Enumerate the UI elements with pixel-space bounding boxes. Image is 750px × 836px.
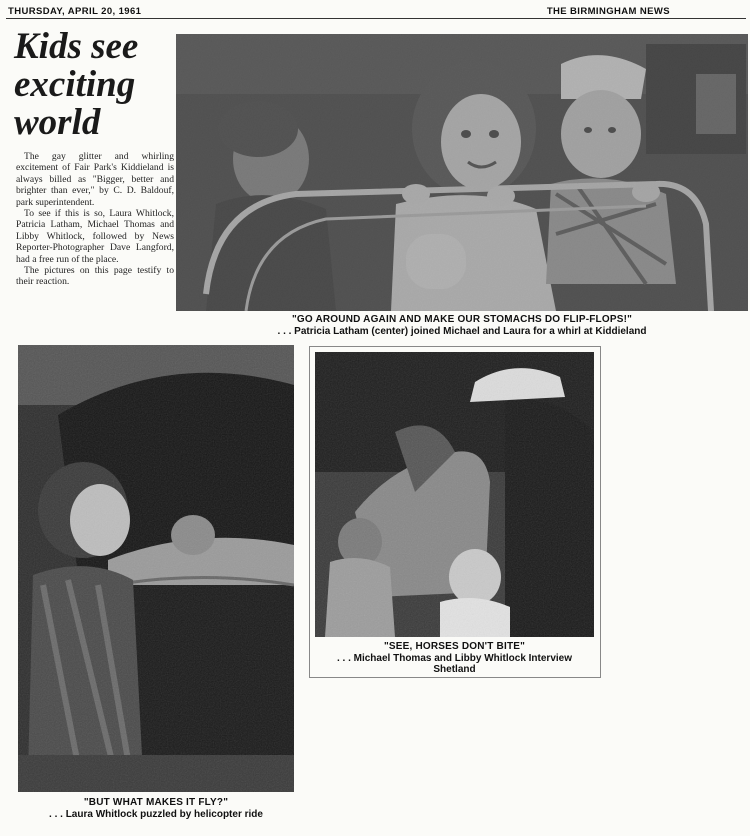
story-paragraph-2: To see if this is so, Laura Whitlock, Patricia Latham, Michael Thomas and Libby Whitlock, followed by News Reporter-Photographer Dave Langford, had a free run of the place. (16, 208, 174, 265)
story-paragraph-3: The pictures on this page testify to their reaction. (16, 265, 174, 288)
newspaper-name: THE BIRMINGHAM NEWS (546, 6, 670, 17)
photo-ride-kids-image (176, 34, 748, 311)
caption-shetland-desc: . . . Michael Thomas and Libby Whitlock Interview Shetland (336, 652, 573, 675)
headline (14, 28, 174, 142)
shetland-frame (309, 346, 601, 678)
photo-helicopter-image (18, 345, 294, 792)
headline-line-2: exciting (14, 64, 136, 105)
caption-helicopter-quote: "BUT WHAT MAKES IT FLY?" (83, 797, 229, 808)
caption-shetland-quote: "SEE, HORSES DON'T BITE" (383, 641, 526, 652)
photo-helicopter (18, 345, 294, 792)
caption-helicopter (18, 797, 294, 820)
caption-ride-kids-desc: . . . Patricia Latham (center) joined Michael and Laura for a whirl at Kiddieland (277, 325, 647, 337)
photo-ride-kids (176, 34, 748, 311)
page-date: THURSDAY, APRIL 20, 1961 (8, 6, 142, 17)
headline-line-3: world (14, 102, 101, 143)
header-rule (6, 18, 746, 19)
headline-line-1: Kids see (14, 26, 139, 67)
story-paragraph-1: The gay glitter and whirling excitement of Fair Park's Kiddieland is always billed as "Bigger, better and brighter than ever," by C. D. Baldouf, park superintendent. (16, 151, 174, 208)
caption-helicopter-desc: . . . Laura Whitlock puzzled by helicopter ride (49, 808, 263, 820)
caption-ride-kids-quote: "GO AROUND AGAIN AND MAKE OUR STOMACHS DO FLIP-FLOPS!" (291, 314, 633, 325)
story-text (16, 151, 174, 288)
caption-ride-kids (176, 314, 748, 337)
